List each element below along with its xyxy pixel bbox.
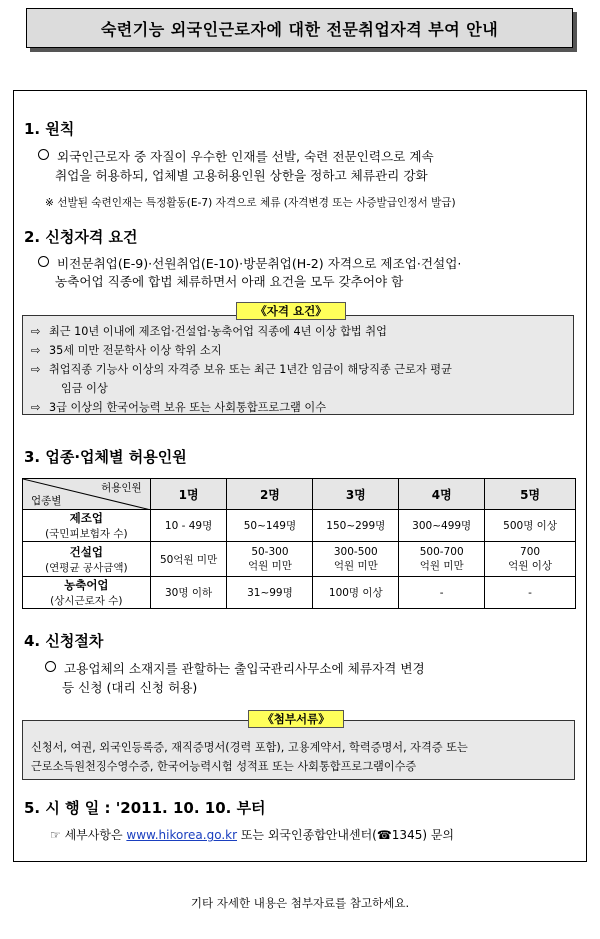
table-cell: 300~499명 — [399, 510, 485, 542]
contact-line — [50, 826, 454, 844]
corner-top-label: 허용인원 — [101, 482, 142, 494]
table-row — [23, 510, 576, 542]
section-1-line-1: 외국인근로자 중 자질이 우수한 인재를 선발, 숙련 전문인력으로 계속 — [38, 148, 434, 166]
circle-bullet-icon — [38, 149, 49, 160]
table-cell: 150~299명 — [313, 510, 399, 542]
pointing-hand-icon: ☞ — [50, 828, 61, 842]
column-header: 4명 — [399, 479, 485, 510]
hikorea-link[interactable]: www.hikorea.go.kr — [126, 828, 238, 842]
table-corner-cell — [23, 479, 151, 510]
attachments-box — [22, 720, 575, 780]
table-cell: 300-500 억원 미만 — [313, 542, 399, 577]
arrow-bullet-icon: ⇨ — [31, 363, 41, 376]
table-cell: 500-700 억원 미만 — [399, 542, 485, 577]
column-header: 1명 — [150, 479, 227, 510]
section-2-heading: 2. 신청자격 요건 — [24, 228, 138, 246]
column-header: 5명 — [485, 479, 576, 510]
contact-prefix: 세부사항은 — [64, 828, 123, 842]
table-cell: 10 - 49명 — [150, 510, 227, 542]
section-1-note: ※ 선발된 숙련인재는 특정활동(E-7) 자격으로 체류 (자격변경 또는 사증발급인정서 발급) — [45, 197, 456, 209]
allowance-table — [22, 478, 576, 609]
table-header-row — [23, 479, 576, 510]
section-4-line-1: 고용업체의 소재지를 관할하는 출입국관리사무소에 체류자격 변경 — [45, 660, 425, 678]
table-cell: 700 억원 이상 — [485, 542, 576, 577]
requirement-item: ⇨ 최근 10년 이내에 제조업·건설업·농축어업 직종에 4년 이상 합법 취업 — [23, 322, 573, 341]
table-cell: 500명 이상 — [485, 510, 576, 542]
section-1-heading: 1. 원칙 — [24, 120, 75, 138]
requirement-item: ⇨ 취업직종 기능사 이상의 자격증 보유 또는 최근 1년간 임금이 해당직종 근로자 평균 — [23, 360, 573, 379]
requirement-item-continued: 임금 이상 — [61, 382, 108, 395]
table-cell: 50~149명 — [227, 510, 313, 542]
table-cell: 100명 이상 — [313, 577, 399, 609]
row-label: 제조업 (국민피보험자 수) — [23, 510, 151, 542]
attachments-line-1: 신청서, 여권, 외국인등록증, 재직증명서(경력 포함), 고용계약서, 학력증명서, 자격증 또는 — [31, 741, 468, 754]
row-label: 농축어업 (상시근로자 수) — [23, 577, 151, 609]
section-2-line-1: 비전문취업(E-9)·선원취업(E-10)·방문취업(H-2) 자격으로 제조업·건설업· — [38, 255, 461, 273]
corner-bottom-label: 업종별 — [31, 495, 62, 507]
table-row — [23, 542, 576, 577]
requirements-box — [22, 315, 574, 415]
footer-note: 기타 자세한 내용은 첨부자료를 참고하세요. — [190, 896, 410, 910]
column-header: 3명 — [313, 479, 399, 510]
table-cell: 50억원 미만 — [150, 542, 227, 577]
column-header: 2명 — [227, 479, 313, 510]
table-row — [23, 577, 576, 609]
requirements-tag: 《자격 요건》 — [236, 302, 346, 320]
table-cell: 50-300 억원 미만 — [227, 542, 313, 577]
contact-suffix: 또는 외국인종합안내센터(☎1345) 문의 — [240, 828, 455, 842]
circle-bullet-icon — [45, 661, 56, 672]
section-2-line-2: 농축어업 직종에 합법 체류하면서 아래 요건을 모두 갖추어야 함 — [55, 274, 404, 289]
arrow-bullet-icon: ⇨ — [31, 325, 41, 338]
section-4-line-2: 등 신청 (대리 신청 허용) — [62, 680, 198, 695]
table-cell: - — [485, 577, 576, 609]
section-1-line-2: 취업을 허용하되, 업체별 고용허용인원 상한을 정하고 체류관리 강화 — [55, 168, 428, 183]
section-5-heading: 5. 시 행 일 : '2011. 10. 10. 부터 — [24, 799, 266, 817]
section-4-heading: 4. 신청절차 — [24, 632, 104, 650]
row-label: 건설업 (연평균 공사금액) — [23, 542, 151, 577]
table-cell: 30명 이하 — [150, 577, 227, 609]
page-title: 숙련기능 외국인근로자에 대한 전문취업자격 부여 안내 — [26, 8, 573, 48]
table-cell: - — [399, 577, 485, 609]
section-3-heading: 3. 업종·업체별 허용인원 — [24, 448, 187, 466]
attachments-tag: 《첨부서류》 — [248, 710, 344, 728]
requirement-item: ⇨ 3급 이상의 한국어능력 보유 또는 사회통합프로그램 이수 — [23, 398, 573, 417]
attachments-line-2: 근로소득원천징수영수증, 한국어능력시험 성적표 또는 사회통합프로그램이수증 — [31, 760, 417, 773]
circle-bullet-icon — [38, 256, 49, 267]
table-cell: 31~99명 — [227, 577, 313, 609]
arrow-bullet-icon: ⇨ — [31, 344, 41, 357]
requirement-item: ⇨ 35세 미만 전문학사 이상 학위 소지 — [23, 341, 573, 360]
arrow-bullet-icon: ⇨ — [31, 401, 41, 414]
